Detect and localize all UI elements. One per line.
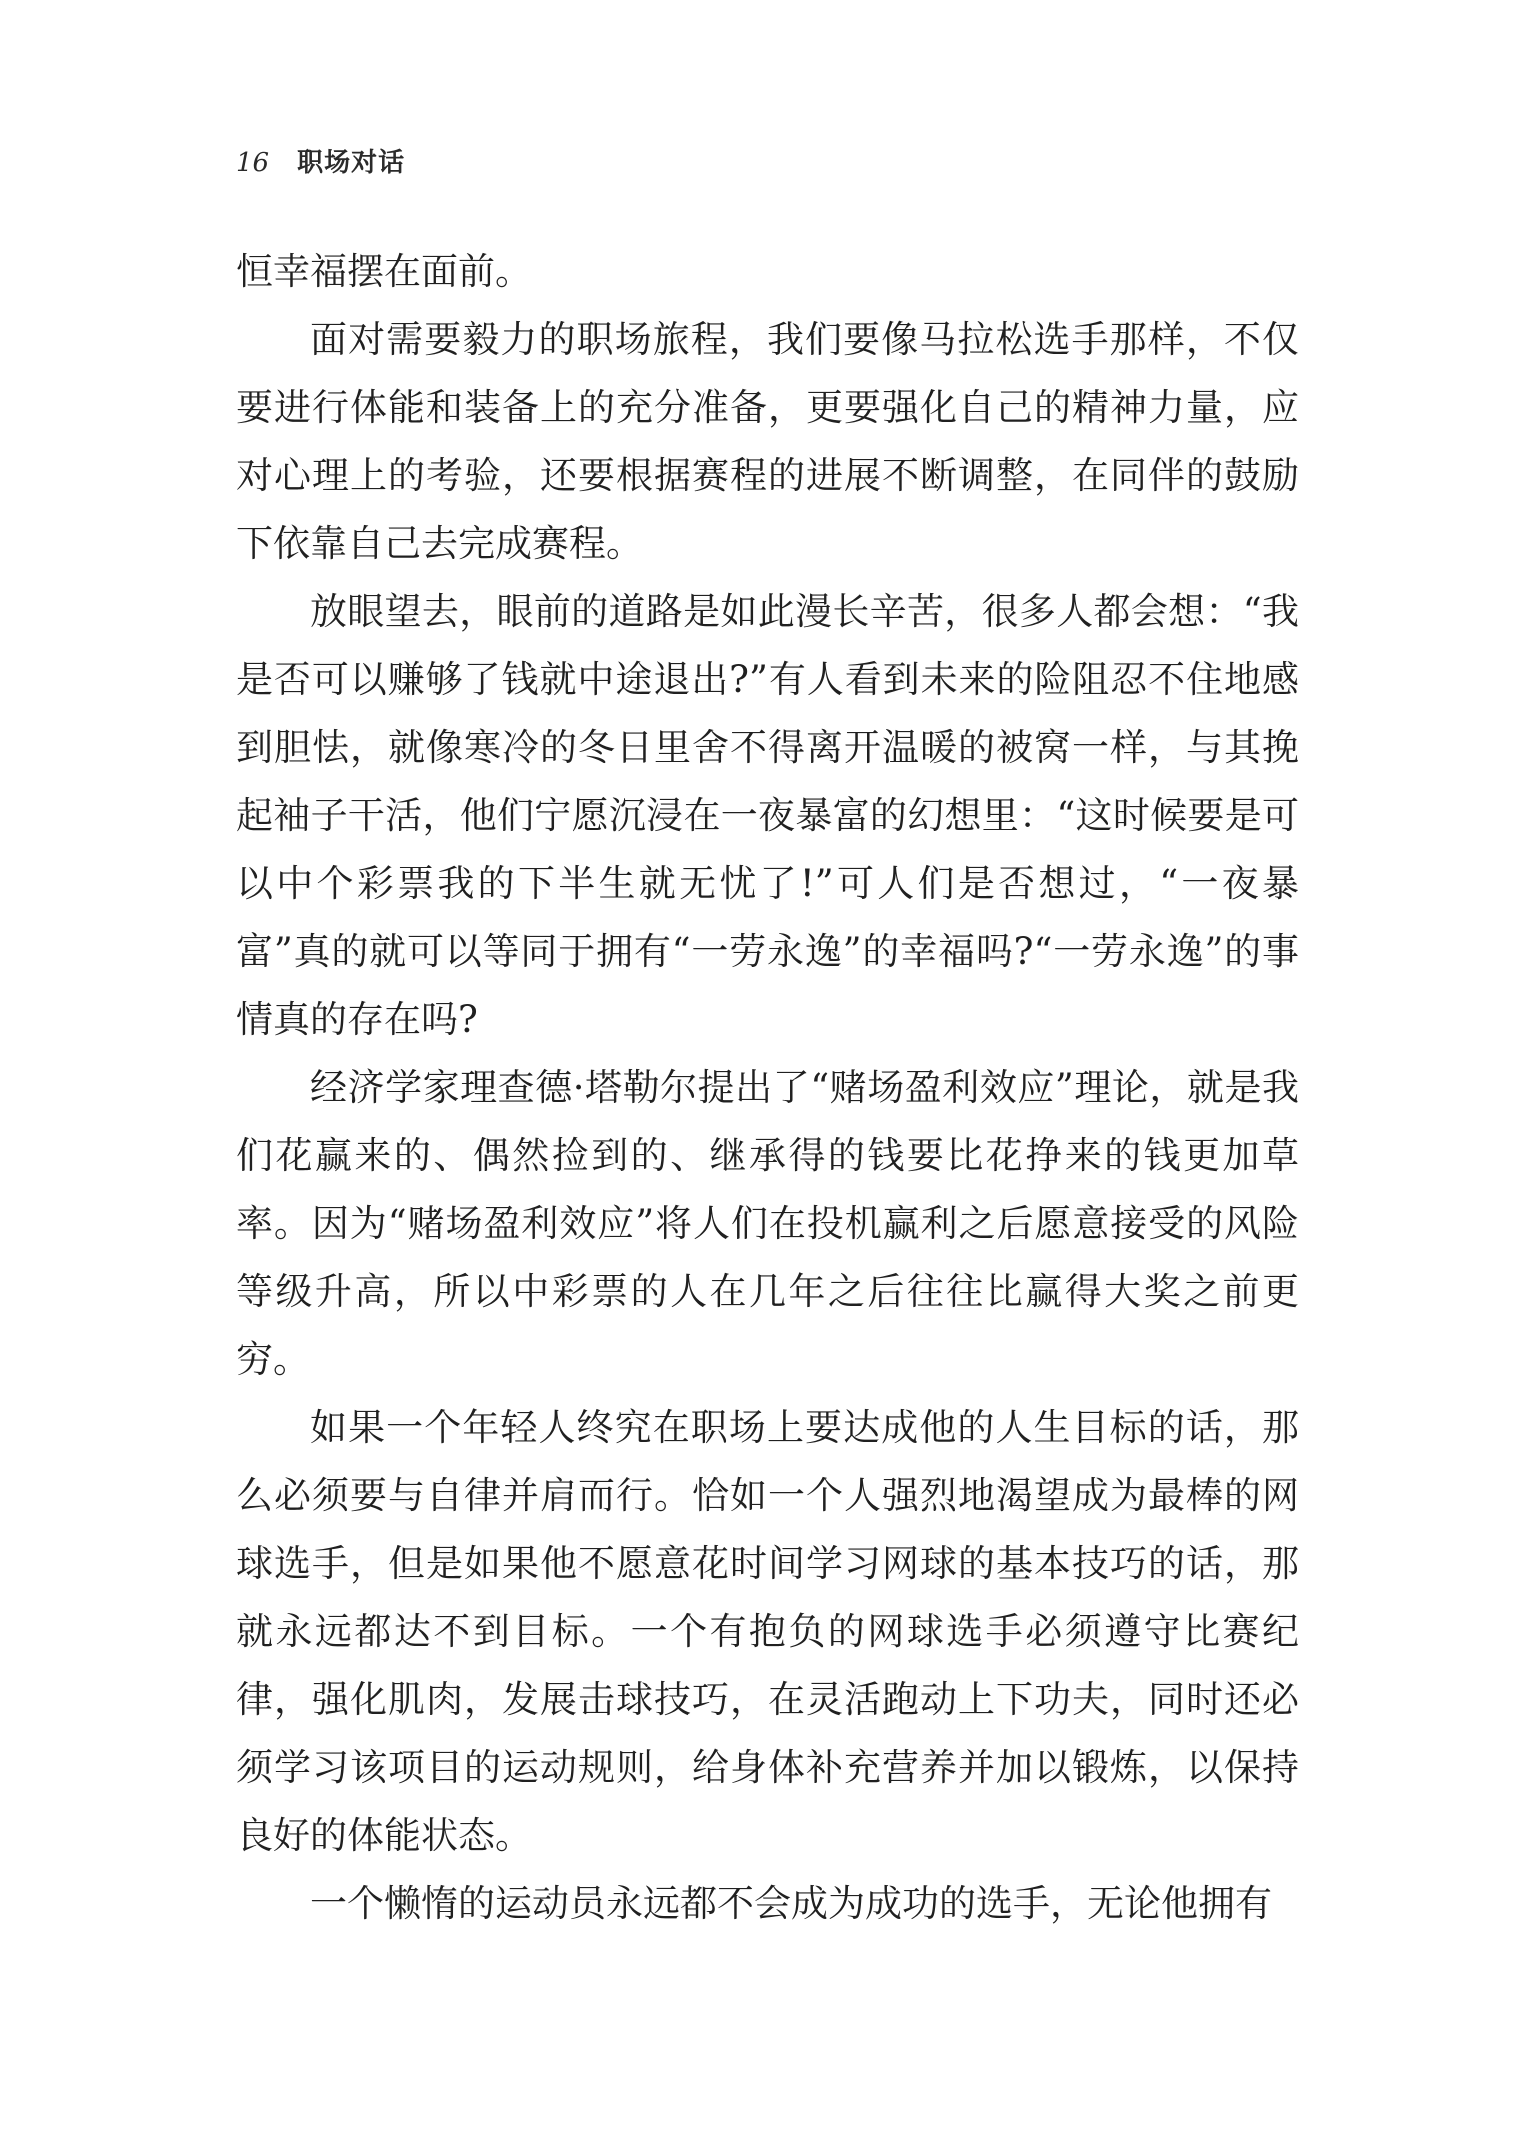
paragraph: 面对需要毅力的职场旅程，我们要像马拉松选手那样，不仅要进行体能和装备上的充分准备，更要强化自己的精神力量，应对心理上的考验，还要根据赛程的进展不断调整，在同伴的鼓励下依靠自己去完成赛程。 [236, 318, 1299, 565]
page-number: 16 [236, 148, 270, 178]
body-text [236, 238, 1299, 1938]
paragraph: 如果一个年轻人终究在职场上要达成他的人生目标的话，那么必须要与自律并肩而行。恰如一个人强烈地渴望成为最棒的网球选手，但是如果他不愿意花时间学习网球的基本技巧的话，那就永远都达不到目标。一个有抱负的网球选手必须遵守比赛纪律，强化肌肉，发展击球技巧，在灵活跑动上下功夫，同时还必须学习该项目的运动规则，给身体补充营养并加以锻炼，以保持良好的体能状态。 [236, 1406, 1299, 1857]
book-title: 职场对话 [297, 148, 406, 178]
running-header [236, 142, 405, 182]
paragraph: 经济学家理查德·塔勒尔提出了“赌场盈利效应”理论，就是我们花赢来的、偶然捡到的、继承得的钱要比花挣来的钱更加草率。因为“赌场盈利效应”将人们在投机赢利之后愿意接受的风险等级升高，所以中彩票的人在几年之后往往比赢得大奖之前更穷。 [236, 1066, 1299, 1381]
paragraph: 放眼望去，眼前的道路是如此漫长辛苦，很多人都会想：“我是否可以赚够了钱就中途退出?”有人看到未来的险阻忍不住地感到胆怯，就像寒冷的冬日里舍不得离开温暖的被窝一样，与其挽起袖子干活，他们宁愿沉浸在一夜暴富的幻想里：“这时候要是可以中个彩票我的下半生就无忧了!”可人们是否想过，“一夜暴富”真的就可以等同于拥有“一劳永逸”的幸福吗?“一劳永逸”的事情真的存在吗? [236, 590, 1299, 1041]
paragraph: 一个懒惰的运动员永远都不会成为成功的选手，无论他拥有 [310, 1882, 1272, 1925]
paragraph-continued: 恒幸福摆在面前。 [236, 250, 532, 293]
